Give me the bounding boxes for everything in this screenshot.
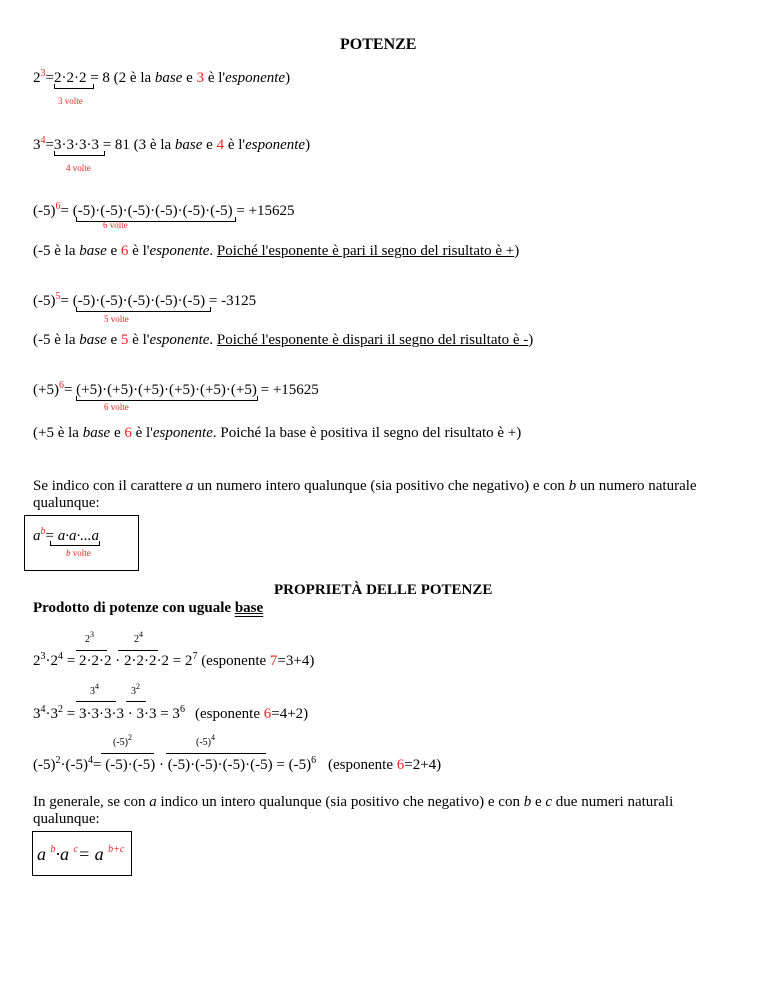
text: (-5 è la (33, 243, 80, 259)
text: . Poiché la base è positiva il segno del risultato è +) (212, 425, 522, 441)
exponent-value: 4 (95, 682, 99, 691)
text: =3+4) (277, 653, 315, 669)
var-b: b (568, 478, 577, 494)
volte-label: volte (62, 96, 83, 106)
definition-line-2: qualunque: (33, 495, 100, 511)
exponent-value: 2 (55, 755, 61, 766)
group-overline (101, 753, 154, 754)
equals: = (63, 706, 79, 722)
property-2 (33, 705, 185, 723)
exponent-value: 2 (128, 733, 132, 742)
property-1 (33, 652, 314, 670)
text: (esponente (197, 653, 270, 669)
group: 3·3 (136, 706, 157, 722)
text: indico un intero qualunque (sia positivo che negativo) e con (156, 794, 524, 810)
volte-note (66, 163, 91, 173)
var-c: c (73, 844, 78, 855)
equals: = a (77, 844, 109, 864)
exponent-value: 2 (136, 682, 140, 691)
text: (+5 è la (33, 425, 83, 441)
result: = -3125 (205, 293, 257, 309)
count: 6 (104, 402, 109, 412)
dot: · (45, 706, 51, 722)
var-b: b (66, 548, 71, 558)
base-value: 3 (50, 706, 58, 722)
exponent-word: esponente (149, 332, 210, 348)
base-word: base (82, 425, 111, 441)
base-value: 3 (33, 137, 41, 153)
var-b: b (523, 794, 532, 810)
text: ) (528, 332, 534, 348)
text: . (209, 243, 217, 259)
volte-label: volte (70, 548, 91, 558)
equals: = (45, 528, 58, 544)
subsection-title (33, 599, 263, 617)
group-label (85, 630, 94, 645)
text: ) (305, 137, 311, 153)
equals: = (63, 653, 79, 669)
text: =4+2) (271, 706, 309, 722)
count: 6 (103, 220, 108, 230)
sign-rule: Poiché l'esponente è dispari il segno del risultato è - (216, 332, 529, 348)
example-4-comment (33, 331, 533, 349)
text: è l' (131, 425, 153, 441)
base-value: (+5) (33, 382, 59, 398)
text: ) (514, 243, 520, 259)
equals: = (63, 382, 77, 398)
text: e (110, 425, 125, 441)
volte-label: volte (108, 402, 129, 412)
general-line-2: qualunque: (33, 811, 100, 827)
group: (-5)·(-5) (105, 757, 156, 773)
var-a: a (185, 478, 194, 494)
exponent-value: 6 (58, 380, 64, 391)
exponent-ref: 6 (396, 757, 405, 773)
underbrace (54, 151, 105, 156)
base-value: 3 (131, 686, 136, 697)
example-5-comment (33, 424, 521, 442)
text: (-5 è la (33, 332, 80, 348)
underbrace (54, 84, 94, 89)
volte-label: volte (107, 220, 128, 230)
product: (-5)·(-5)·(-5)·(-5)·(-5)·(-5) (72, 203, 233, 219)
base-value: (-5) (33, 203, 56, 219)
group-overline (76, 650, 107, 651)
product: 2·2·2 (53, 70, 87, 86)
var-a: a (60, 844, 74, 864)
text: e (202, 137, 217, 153)
product: (-5)·(-5)·(-5)·(-5)·(-5) (72, 293, 206, 309)
base-word: base (79, 243, 107, 259)
dot: · (123, 706, 137, 722)
exponent-word: esponente (152, 425, 213, 441)
equals: = (60, 203, 73, 219)
text: è l' (128, 243, 150, 259)
result: = +15625 (232, 203, 295, 219)
volte-note (58, 96, 83, 106)
group: 2·2·2 (78, 653, 112, 669)
text: un numero naturale (576, 478, 697, 494)
text: (esponente (328, 757, 397, 773)
dot: · (155, 757, 168, 773)
text: e (106, 243, 121, 259)
product: a·a·...a (57, 528, 99, 544)
underbrace (76, 217, 236, 222)
text: due numeri naturali (552, 794, 674, 810)
exponent-word: esponente (149, 243, 210, 259)
dot: · (60, 757, 66, 773)
base-value: (-5) (33, 293, 56, 309)
base-word: base (174, 137, 203, 153)
base-word: base (154, 70, 183, 86)
dot: · (45, 653, 51, 669)
var-c: c (545, 794, 553, 810)
equals: = (93, 757, 106, 773)
group-overline (166, 753, 266, 754)
base-value: 2 (33, 70, 41, 86)
exponent-ref: 6 (263, 706, 272, 722)
group: (-5)·(-5)·(-5)·(-5) (167, 757, 273, 773)
group: 3·3·3·3 (78, 706, 124, 722)
group-overline (126, 701, 146, 702)
volte-note (66, 548, 91, 558)
group-overline (118, 650, 158, 651)
var-a: a (37, 844, 51, 864)
volte-label: volte (108, 314, 129, 324)
group-label (131, 682, 140, 697)
exponent-ref: 5 (120, 332, 129, 348)
var-b: b (40, 526, 46, 537)
base-value: 2 (85, 634, 90, 645)
group: 2·2·2·2 (123, 653, 169, 669)
dot: · (111, 653, 124, 669)
page-title: POTENZE (340, 36, 417, 53)
result: = (-5) (272, 757, 312, 773)
exponent-value: 5 (55, 291, 61, 302)
base-value: (-5) (196, 737, 211, 748)
exponent-value: 6 (311, 755, 317, 766)
exponent-sum: b+c (108, 844, 125, 855)
exponent-value: 7 (192, 651, 198, 662)
property-2-annotation (195, 705, 308, 723)
text: In generale, se con (33, 794, 150, 810)
product: (+5)·(+5)·(+5)·(+5)·(+5)·(+5) (76, 382, 257, 398)
result: = +15625 (256, 382, 319, 398)
base-word: base (234, 600, 264, 616)
base-value: 2 (50, 653, 58, 669)
volte-label: volte (70, 163, 91, 173)
exponent-value: 4 (88, 755, 93, 766)
exponent-ref: 4 (216, 137, 225, 153)
text: Prodotto di potenze con uguale (33, 600, 235, 616)
count: 4 (66, 163, 71, 173)
var-a: a (33, 528, 41, 544)
underbrace (50, 541, 100, 546)
group-label (196, 733, 215, 748)
definition-line-1 (33, 477, 697, 495)
example-3-comment (33, 242, 519, 260)
exponent-value: 6 (55, 201, 61, 212)
exponent-value: 3 (40, 651, 46, 662)
result: = 8 (2 è la (86, 70, 155, 86)
var-b: b (50, 844, 56, 855)
base-word: base (79, 332, 107, 348)
base-value: 2 (33, 653, 41, 669)
text: e (106, 332, 121, 348)
equals: = (60, 293, 73, 309)
exponent-ref: 6 (120, 243, 129, 259)
exponent-value: 3 (90, 630, 94, 639)
volte-note (104, 402, 129, 412)
volte-note (103, 220, 128, 230)
property-3-annotation (328, 756, 441, 774)
text: Se indico con il carattere (33, 478, 186, 494)
group-label (113, 733, 132, 748)
exponent-value: 6 (179, 704, 185, 715)
text: e (531, 794, 546, 810)
sign-rule: Poiché l'esponente è pari il segno del risultato è + (216, 243, 515, 259)
exponent-word: esponente (245, 137, 306, 153)
exponent-ref: 7 (269, 653, 278, 669)
base-value: (-5) (33, 757, 56, 773)
text: e (182, 70, 197, 86)
exponent-word: esponente (225, 70, 286, 86)
equals: = (45, 137, 54, 153)
result: = 81 (3 è la (98, 137, 175, 153)
exponent-value: 4 (139, 630, 143, 639)
base-value: 2 (134, 634, 139, 645)
base-value: 3 (33, 706, 41, 722)
dot: · (55, 844, 60, 864)
text: è l' (128, 332, 150, 348)
underbrace (76, 396, 258, 401)
volte-note (104, 314, 129, 324)
base-value: (-5) (65, 757, 88, 773)
exponent-value: 2 (58, 704, 63, 715)
product: 3·3·3·3 (53, 137, 99, 153)
formula-product-rule (37, 844, 124, 865)
group-overline (76, 701, 116, 702)
text: (esponente (195, 706, 264, 722)
exponent-ref: 3 (196, 70, 205, 86)
base-value: (-5) (113, 737, 128, 748)
result: = 3 (156, 706, 180, 722)
text: . (209, 332, 217, 348)
general-line-1 (33, 793, 673, 811)
exponent-ref: 6 (124, 425, 132, 441)
text: un numero intero qualunque (sia positivo che negativo) e con (193, 478, 569, 494)
exponent-value: 4 (211, 733, 215, 742)
exponent-value: 4 (40, 704, 46, 715)
exponent-value: 4 (58, 651, 63, 662)
group-label (134, 630, 143, 645)
equals: = (45, 70, 54, 86)
underbrace (76, 307, 211, 312)
count: 3 (58, 96, 63, 106)
var-a: a (149, 794, 157, 810)
exponent-value: 4 (40, 135, 46, 146)
exponent-value: 3 (40, 68, 46, 79)
group-label (90, 682, 99, 697)
count: 5 (104, 314, 109, 324)
section-title: PROPRIETÀ DELLE POTENZE (274, 582, 493, 598)
text: è l' (224, 137, 246, 153)
text: ) (285, 70, 291, 86)
base-value: 3 (90, 686, 95, 697)
result: = 2 (168, 653, 193, 669)
text: è l' (204, 70, 226, 86)
text: =2+4) (404, 757, 442, 773)
property-3 (33, 756, 316, 774)
